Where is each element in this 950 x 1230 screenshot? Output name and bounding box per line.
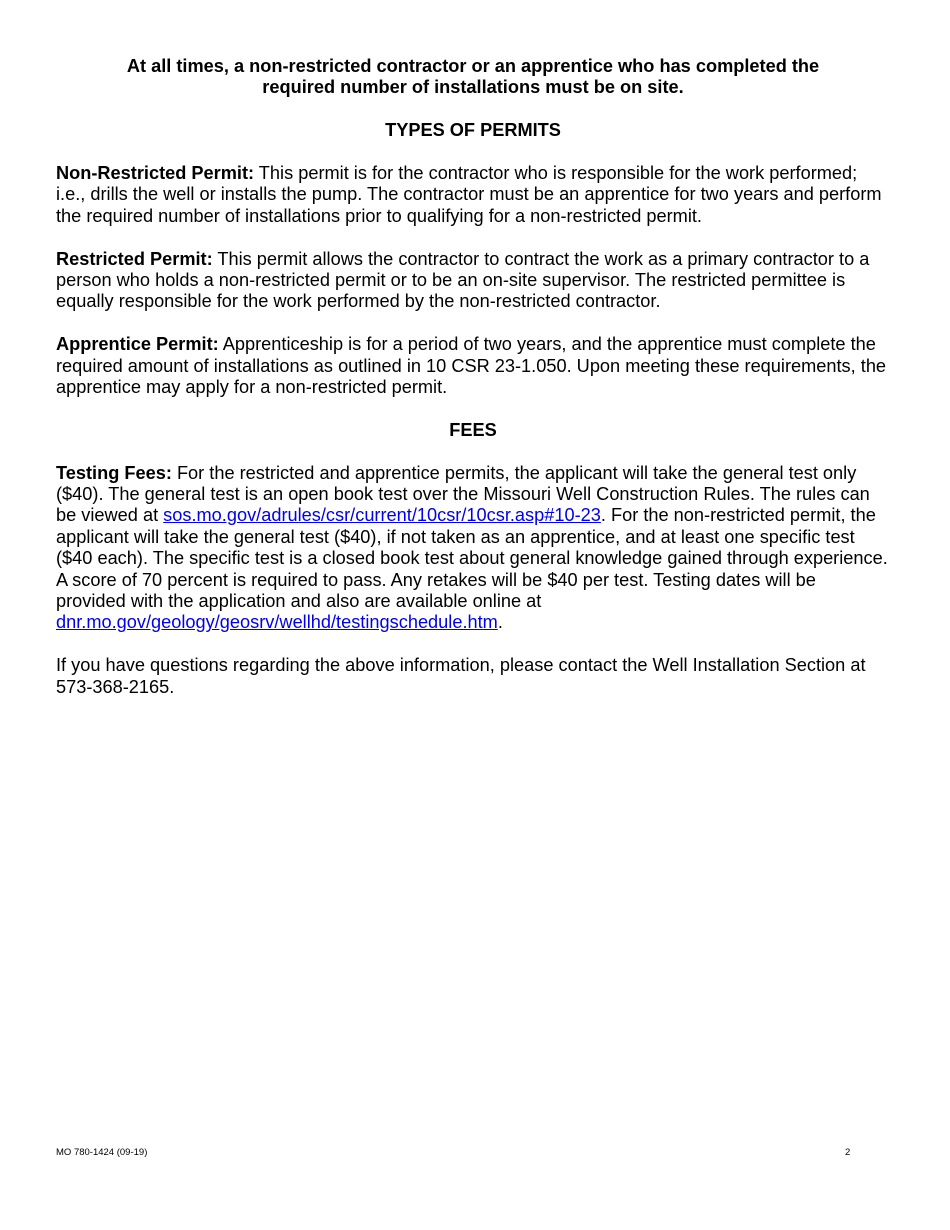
fees-heading: FEES	[449, 419, 497, 440]
testing-fees-text-3: .	[497, 612, 503, 633]
types-of-permits-heading: TYPES OF PERMITS	[385, 120, 561, 141]
contact-paragraph: If you have questions regarding the above information, please contact the Well Installation Section at 573-368-2165.	[56, 655, 866, 697]
restricted-permit-label: Restricted Permit:	[56, 248, 213, 269]
testing-fees-label: Testing Fees:	[56, 462, 172, 483]
restricted-permit-paragraph	[56, 249, 890, 313]
rules-link[interactable]: sos.mo.gov/adrules/csr/current/10csr/10csr.asp#10-23	[163, 505, 601, 526]
apprentice-permit-label: Apprentice Permit:	[56, 334, 219, 355]
testing-fees-text-1: For the restricted and apprentice permits, the applicant will take the general test only ($40). The general test is an open book test over the Missouri Well Construction Rules. The rules can be viewed at	[56, 462, 870, 526]
testing-fees-text-2: . For the non-restricted permit, the applicant will take the general test ($40), if not taken as an apprentice, and at least one specific test ($40 each). The specific test is a closed book test about general knowledge gained through experience. A score of 70 percent is required to pass. Any retakes will be $40 per test. Testing dates will be provided with the application and also are available online at	[56, 505, 888, 612]
restricted-permit-text: This permit allows the contractor to contract the work as a primary contractor to a person who holds a non-restricted permit or to be an on-site supervisor. The restricted permittee is equally responsible for the work performed by the non-restricted contractor.	[56, 248, 870, 312]
testing-fees-paragraph	[56, 463, 890, 634]
testing-schedule-link[interactable]: dnr.mo.gov/geology/geosrv/wellhd/testingschedule.htm	[56, 612, 498, 633]
onsite-notice: At all times, a non-restricted contractor or an apprentice who has completed the required number of installations must be on site.	[126, 56, 820, 98]
non-restricted-permit-text: This permit is for the contractor who is responsible for the work performed; i.e., drills the well or installs the pump. The contractor must be an apprentice for two years and perform the required number of installations prior to qualifying for a non-restricted permit.	[56, 163, 882, 226]
non-restricted-permit-paragraph	[56, 163, 890, 227]
non-restricted-permit-label: Non-Restricted Permit:	[56, 163, 255, 183]
apprentice-permit-paragraph	[56, 334, 890, 398]
page-number: 2	[845, 1147, 851, 1158]
apprentice-permit-text: Apprenticeship is for a period of two years, and the apprentice must complete the required amount of installations as outlined in 10 CSR 23-1.050. Upon meeting these requirements, the apprentice may apply for a non-restricted permit.	[56, 334, 887, 398]
document-body	[56, 56, 890, 698]
form-id: MO 780-1424 (09-19)	[56, 1147, 148, 1158]
